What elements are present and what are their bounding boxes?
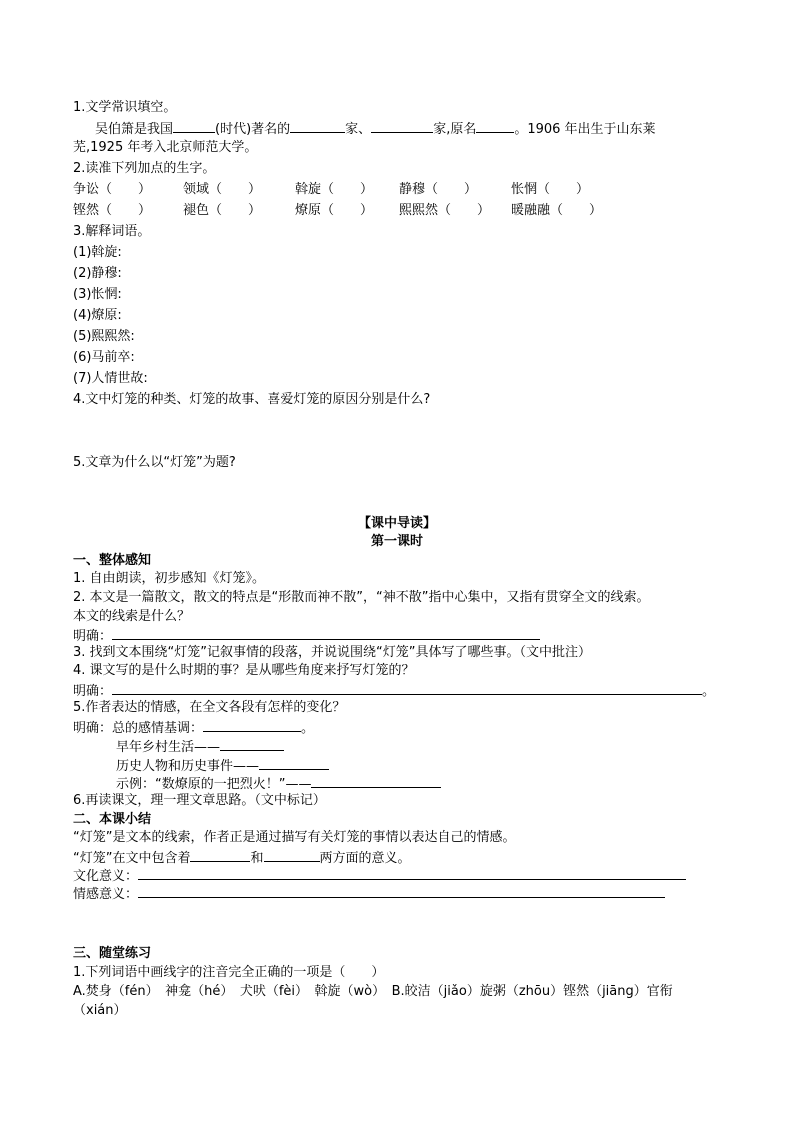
- answer-blank-tone[interactable]: [203, 718, 301, 732]
- blank-profession-2[interactable]: [371, 119, 433, 133]
- blank-profession-1[interactable]: [290, 119, 345, 133]
- q1-title: 1.文学常识填空。: [73, 100, 177, 115]
- blank-emotional-meaning[interactable]: [138, 884, 665, 898]
- s1-item6: 6.再读课文，理一理文章思路。（文中标记）: [73, 793, 326, 808]
- q3-title: 3.解释词语。: [73, 224, 151, 239]
- term-item: (2)静穆:: [73, 266, 122, 281]
- s1-item2-answer: [73, 626, 540, 646]
- pinyin-item: 褪色（ ）: [183, 203, 262, 218]
- pinyin-item: 铿然（ ）: [73, 203, 152, 218]
- s1-item1: 1. 自由朗读，初步感知《灯笼》。: [73, 571, 266, 586]
- term-item: (1)斡旋:: [73, 245, 122, 260]
- q1-line1: [95, 119, 656, 139]
- pinyin-item: 熙熙然（ ）: [399, 203, 491, 218]
- term-item: (5)熙熙然:: [73, 329, 135, 344]
- term-item: (3)怅惘:: [73, 287, 122, 302]
- pinyin-item: 静穆（ ）: [399, 182, 478, 197]
- q1-text-b: (时代)著名的: [215, 122, 291, 137]
- section-heading: 【课中导读】: [357, 516, 436, 531]
- answer-label: 明确：总的感情基调：: [73, 721, 204, 736]
- s1-item5: 5.作者表达的情感，在全文各段有怎样的变化？: [73, 700, 346, 715]
- s1-item4: 4. 课文写的是什么时期的事？是从哪些角度来抒写灯笼的？: [73, 663, 415, 678]
- q2-title: 2.读准下列加点的生字。: [73, 161, 216, 176]
- s3-title: 三、随堂练习: [73, 946, 152, 961]
- period-mark: 。: [301, 721, 315, 736]
- q1-text-a: 吴伯箫是我国: [95, 122, 174, 137]
- answer-blank-example[interactable]: [311, 774, 441, 788]
- s2-line2: [73, 848, 411, 868]
- pinyin-item: 怅惘（ ）: [511, 182, 590, 197]
- q2-row2: [73, 202, 621, 220]
- s3-options: A.焚身（fén） 神龛（hé） 犬吠（fèi） 斡旋（wò） B.皎洁（jiǎo）旋粥（zhōu）铿然（jiāng）官衔: [73, 984, 673, 999]
- period-mark: 。: [702, 684, 716, 699]
- s3-options-cont: （xián）: [73, 1003, 127, 1018]
- pinyin-item: 暖融融（ ）: [511, 203, 603, 218]
- summary-text: 和: [250, 851, 264, 866]
- answer-label: 历史人物和历史事件——: [116, 759, 260, 774]
- s1-item5-example: [116, 774, 441, 794]
- q1-line2: 芜,1925 年考入北京师范大学。: [73, 140, 258, 155]
- s2-title: 二、本课小结: [73, 812, 152, 827]
- s1-item2-question: 本文的线索是什么？: [73, 609, 191, 624]
- answer-blank-rural[interactable]: [220, 737, 284, 751]
- answer-label: 明确：: [73, 629, 113, 644]
- blank-meaning-1[interactable]: [190, 848, 250, 862]
- term-item: (6)马前卒:: [73, 350, 135, 365]
- s2-line3: [73, 866, 686, 886]
- s1-item3: 3. 找到文本围绕“灯笼”记叙事情的段落，并说说围绕“灯笼”具体写了哪些事。（文中批注）: [73, 645, 591, 660]
- blank-original-name[interactable]: [476, 119, 514, 133]
- s3-question1: 1.下列词语中画线字的注音完全正确的一项是（ ）: [73, 965, 385, 980]
- answer-blank-period[interactable]: [112, 681, 702, 695]
- q5-question: 5.文章为什么以“灯笼”为题?: [73, 455, 236, 470]
- answer-label: 情感意义：: [73, 887, 139, 902]
- s1-item5-answer: [73, 718, 314, 738]
- s1-title: 一、整体感知: [73, 553, 152, 568]
- blank-era[interactable]: [173, 119, 215, 133]
- answer-blank-history[interactable]: [259, 756, 329, 770]
- s2-line4: [73, 884, 665, 904]
- answer-blank-clue[interactable]: [112, 626, 540, 640]
- s2-line1: “灯笼”是文本的线索，作者正是通过描写有关灯笼的事情以表达自己的情感。: [73, 830, 516, 845]
- answer-label: 示例：“数燎原的一把烈火！”——: [116, 777, 312, 792]
- pinyin-item: 领域（ ）: [183, 182, 262, 197]
- q4-question: 4.文中灯笼的种类、灯笼的故事、喜爱灯笼的原因分别是什么?: [73, 392, 431, 407]
- q1-text-e: 。1906 年出生于山东莱: [514, 122, 656, 137]
- pinyin-item: 斡旋（ ）: [295, 182, 374, 197]
- s1-item4-answer: [73, 681, 715, 701]
- answer-label: 明确：: [73, 684, 113, 699]
- pinyin-item: 争讼（ ）: [73, 182, 152, 197]
- pinyin-item: 燎原（ ）: [295, 203, 374, 218]
- answer-label: 文化意义：: [73, 869, 139, 884]
- s1-item5-history: [116, 756, 329, 776]
- blank-meaning-2[interactable]: [264, 848, 320, 862]
- q1-text-c: 家、: [345, 122, 372, 137]
- section-subheading: 第一课时: [370, 534, 423, 549]
- term-item: (4)燎原:: [73, 308, 122, 323]
- q2-row1: [73, 181, 611, 199]
- term-item: (7)人情世故:: [73, 371, 148, 386]
- summary-text: 两方面的意义。: [319, 851, 411, 866]
- s1-item5-rural: [116, 737, 284, 757]
- answer-label: 早年乡村生活——: [116, 740, 221, 755]
- blank-cultural-meaning[interactable]: [138, 866, 686, 880]
- s1-item2: 2. 本文是一篇散文，散文的特点是“形散而神不散”，“神不散”指中心集中，又指有贯穿全文的线索。: [73, 590, 650, 605]
- summary-text: “灯笼”在文中包含着: [73, 851, 191, 866]
- q1-text-d: 家,原名: [433, 122, 477, 137]
